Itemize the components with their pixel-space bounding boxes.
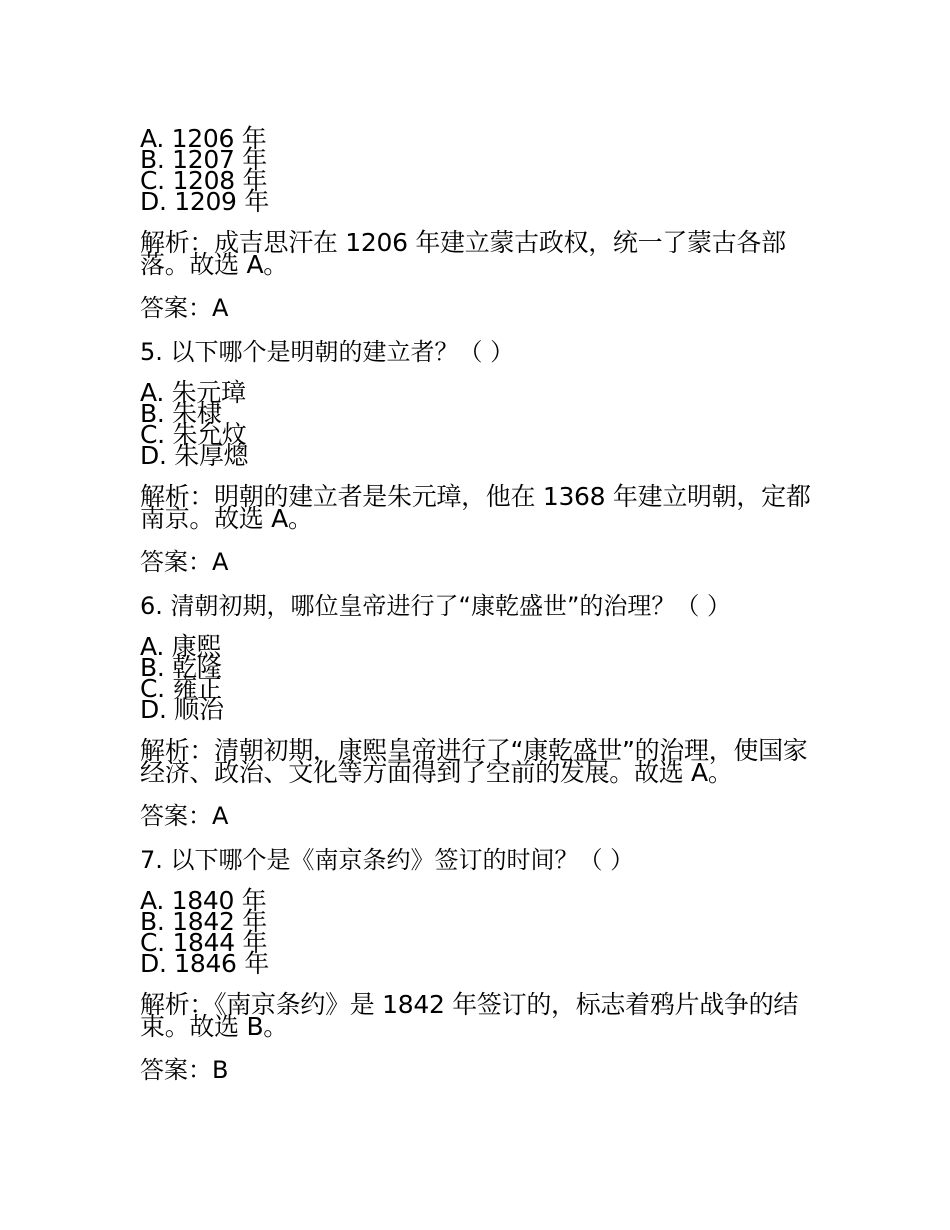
- option-a: A. 朱元璋: [140, 378, 246, 407]
- question-6: 6. 清朝初期，哪位皇帝进行了“康乾盛世”的治理？（ ）: [140, 592, 732, 620]
- analysis-text: 解析：成吉思汗在 1206 年建立蒙古政权，统一了蒙古各部落。故选 A。: [140, 228, 786, 279]
- option-d: D. 1209 年: [140, 187, 270, 216]
- analysis-text: 解析：明朝的建立者是朱元璋，他在 1368 年建立明朝，定都南京。故选 A。: [140, 482, 811, 533]
- question-5: 5. 以下哪个是明朝的建立者？（ ）: [140, 338, 515, 366]
- options-list: [140, 632, 820, 724]
- document-page: [140, 124, 820, 1100]
- option-d: D. 顺治: [140, 695, 224, 724]
- option-c: C. 雍正: [140, 674, 222, 703]
- option-b: B. 1207 年: [140, 145, 267, 174]
- analysis-text: 解析：《南京条约》是 1842 年签订的，标志着鸦片战争的结束。故选 B。: [140, 990, 799, 1041]
- options-list: [140, 378, 820, 470]
- options-list: [140, 886, 820, 978]
- option-c: C. 1844 年: [140, 928, 268, 957]
- option-c: C. 朱允炆: [140, 420, 247, 449]
- option-c: C. 1208 年: [140, 166, 268, 195]
- answer-text: 答案：A: [140, 802, 229, 830]
- option-d: D. 1846 年: [140, 949, 270, 978]
- option-a: A. 1206 年: [140, 124, 267, 153]
- option-b: B. 乾隆: [140, 653, 222, 682]
- answer-text: 答案：B: [140, 1056, 229, 1084]
- option-a: A. 1840 年: [140, 886, 267, 915]
- question-7: 7. 以下哪个是《南京条约》签订的时间？（ ）: [140, 846, 635, 874]
- option-d: D. 朱厚熜: [140, 441, 249, 470]
- analysis-text: 解析：清朝初期，康熙皇帝进行了“康乾盛世”的治理，使国家经济、政治、文化等方面得到了空前的发展。故选 A。: [140, 736, 808, 787]
- option-b: B. 朱棣: [140, 399, 222, 428]
- option-a: A. 康熙: [140, 632, 222, 661]
- answer-text: 答案：A: [140, 294, 229, 322]
- options-list: [140, 124, 820, 216]
- answer-text: 答案：A: [140, 548, 229, 576]
- option-b: B. 1842 年: [140, 907, 267, 936]
